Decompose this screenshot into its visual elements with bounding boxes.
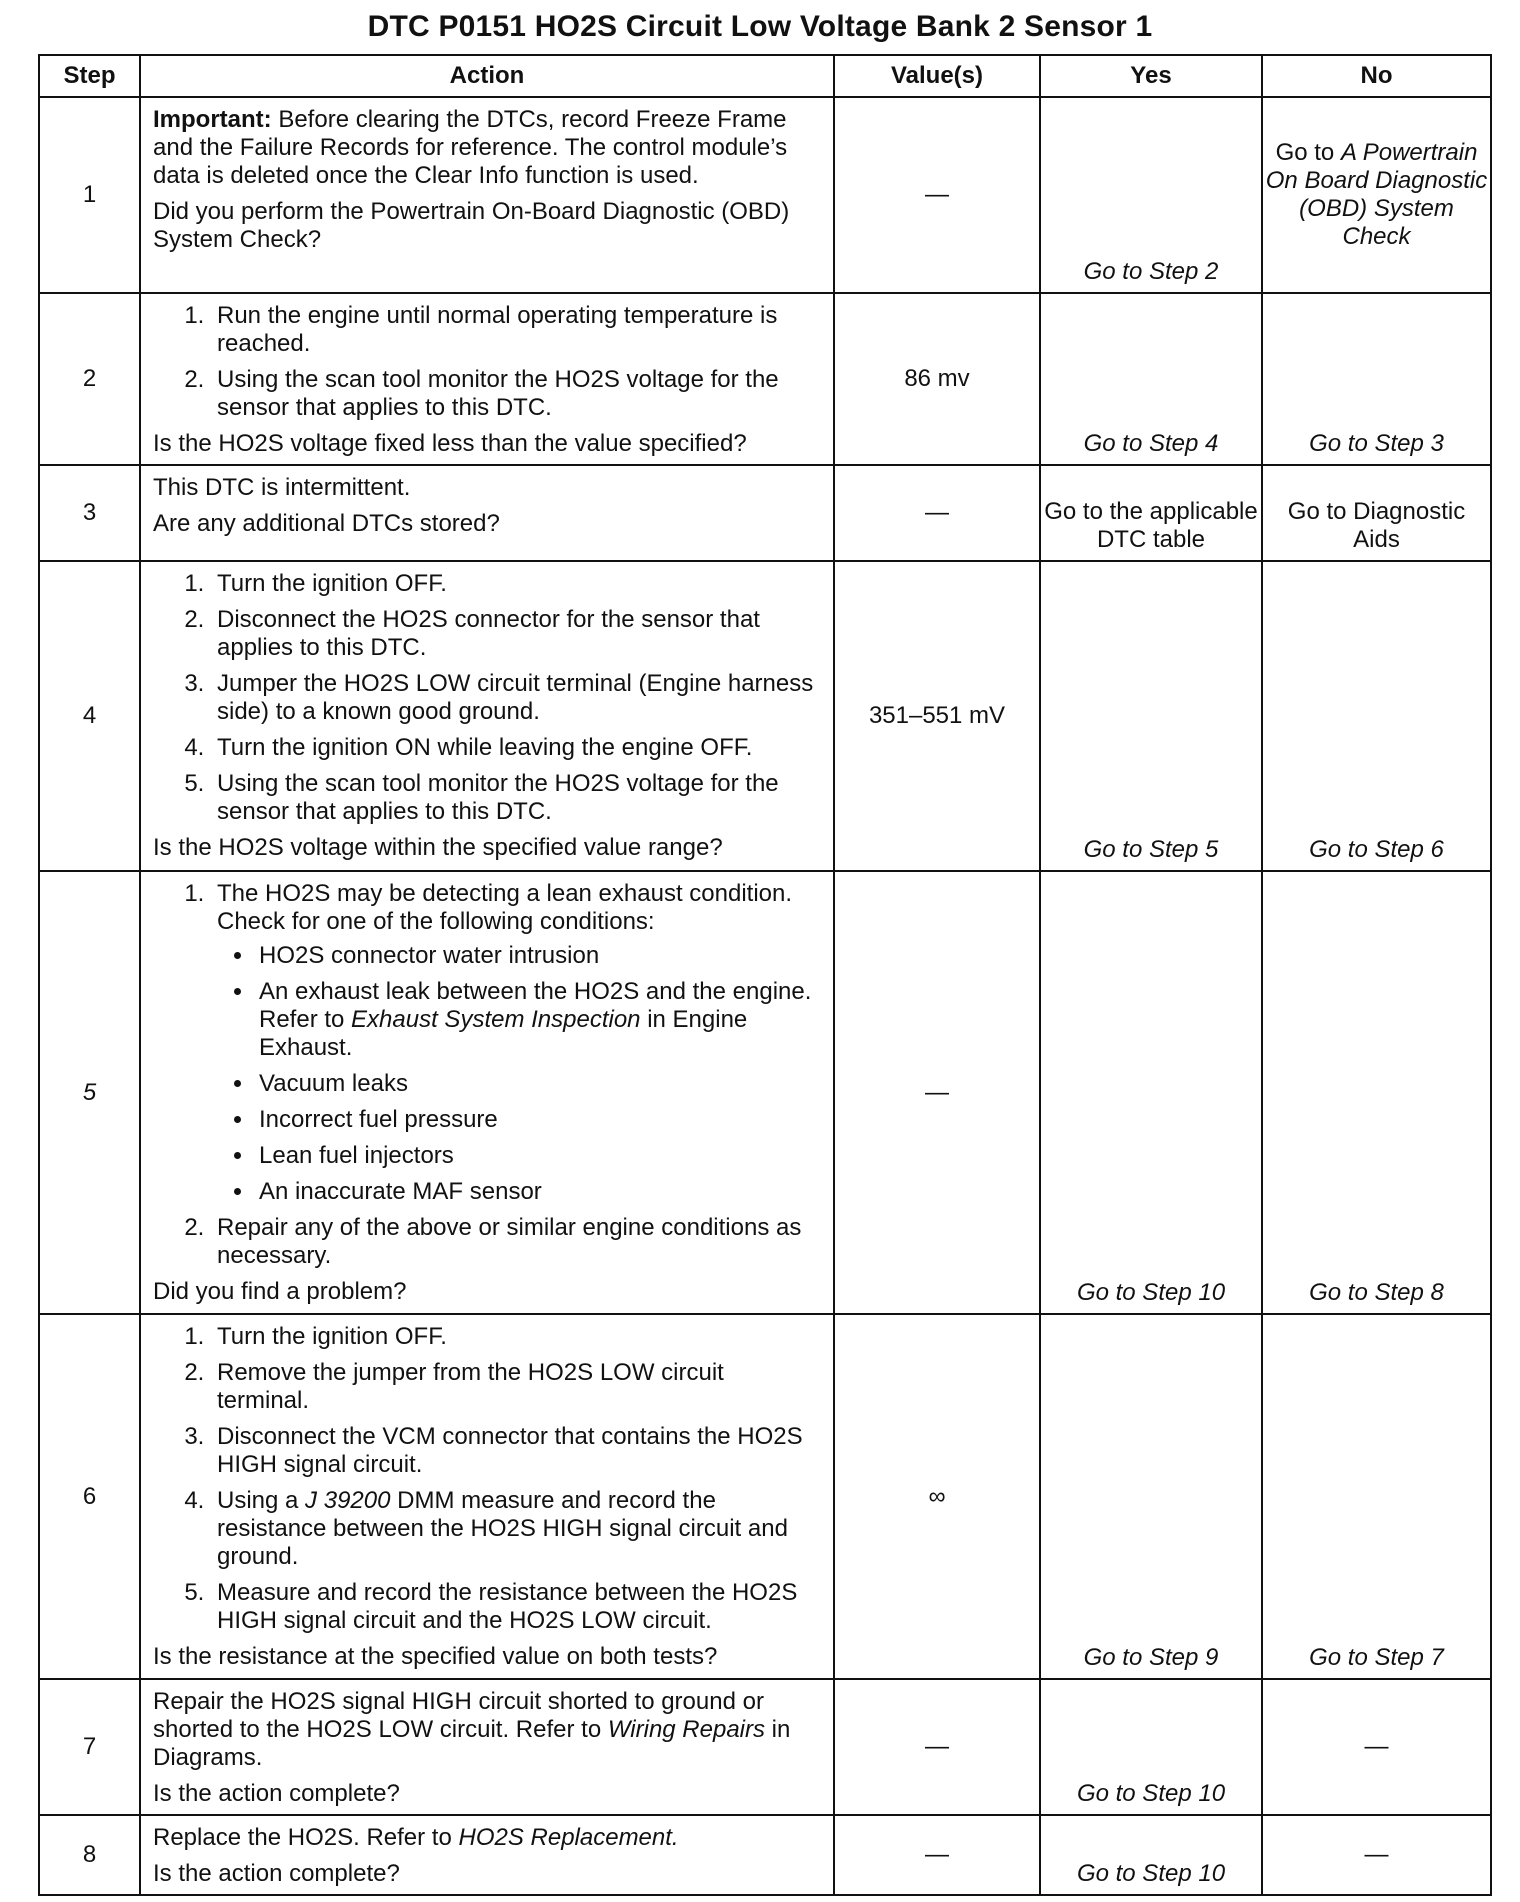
table-row-step-8: [39, 1815, 1491, 1895]
table-row-step-3: [39, 465, 1491, 561]
no-cell: —: [1262, 1679, 1491, 1815]
table-row-step-7: [39, 1679, 1491, 1815]
page-title: DTC P0151 HO2S Circuit Low Voltage Bank 2 Sensor 1: [367, 10, 1153, 43]
no-cell: Go to Step 7: [1262, 1314, 1491, 1679]
step-number: 6: [39, 1314, 140, 1679]
step-number: 2: [39, 293, 140, 465]
action-steps: [153, 302, 819, 422]
action-step: 2. Repair any of the above or similar engine conditions as necessary.: [211, 1214, 819, 1270]
action-text: [153, 1688, 819, 1772]
value-cell: —: [834, 871, 1040, 1314]
tool-reference: J 39200: [305, 1487, 391, 1514]
important-label: Important:: [153, 106, 272, 133]
header-values: Value(s): [834, 55, 1040, 97]
action-cell: [140, 1314, 834, 1679]
action-step: 2. Remove the jumper from the HO2S LOW circuit terminal.: [211, 1359, 819, 1415]
action-text-part: Replace the HO2S. Refer to: [153, 1824, 459, 1851]
condition-item: • HO2S connector water intrusion: [255, 942, 819, 970]
action-text-part: in Diagrams.: [153, 1716, 791, 1771]
no-cell: Go to Diagnostic Aids: [1262, 465, 1491, 561]
action-question: Is the action complete?: [153, 1860, 400, 1887]
value-cell: —: [834, 465, 1040, 561]
action-text: This DTC is intermittent.: [153, 474, 411, 501]
action-cell: [140, 1679, 834, 1815]
action-question: Is the resistance at the specified value on both tests?: [153, 1643, 718, 1670]
no-reference: A Powertrain On Board Diagnostic (OBD) System Check: [1265, 139, 1488, 250]
action-step: 3. Disconnect the VCM connector that contains the HO2S HIGH signal circuit.: [211, 1423, 819, 1479]
no-cell: Go to Step 6: [1262, 561, 1491, 871]
action-question: Is the action complete?: [153, 1780, 400, 1807]
header-row: [39, 55, 1491, 97]
no-cell: [1262, 97, 1491, 293]
step-number: 7: [39, 1679, 140, 1815]
reference-link-text: Wiring Repairs: [607, 1716, 766, 1743]
value-cell: 86 mv: [834, 293, 1040, 465]
yes-cell: Go to Step 10: [1040, 1679, 1262, 1815]
step-number: 5: [39, 871, 140, 1314]
header-yes: Yes: [1040, 55, 1262, 97]
no-prefix: Go to: [1275, 139, 1341, 166]
action-question: Is the HO2S voltage within the specified value range?: [153, 834, 723, 861]
action-step: [211, 1487, 819, 1571]
action-step: 5. Using the scan tool monitor the HO2S voltage for the sensor that applies to this DTC.: [211, 770, 819, 826]
action-step-text: Using a: [217, 1487, 306, 1514]
yes-cell: Go to Step 2: [1040, 97, 1262, 293]
table-row-step-2: [39, 293, 1491, 465]
action-steps: [153, 1323, 819, 1635]
action-cell: [140, 871, 834, 1314]
action-step-text: DMM measure and record the resistance between the HO2S HIGH signal circuit and ground.: [217, 1487, 788, 1570]
action-text: [153, 106, 819, 190]
value-cell: 351–551 mV: [834, 561, 1040, 871]
action-question: Are any additional DTCs stored?: [153, 510, 500, 537]
value-cell: —: [834, 97, 1040, 293]
action-question: Did you find a problem?: [153, 1278, 407, 1305]
condition-item: • Lean fuel injectors: [255, 1142, 819, 1170]
action-step: 3. Jumper the HO2S LOW circuit terminal (Engine harness side) to a known good ground.: [211, 670, 819, 726]
action-cell: [140, 1815, 834, 1895]
step-number: 3: [39, 465, 140, 561]
action-steps: [153, 880, 819, 1270]
action-cell: [140, 97, 834, 293]
action-step: 4. Turn the ignition ON while leaving the engine OFF.: [211, 734, 819, 762]
value-cell: —: [834, 1815, 1040, 1895]
step-number: 1: [39, 97, 140, 293]
yes-cell: Go to Step 10: [1040, 871, 1262, 1314]
yes-cell: Go to Step 9: [1040, 1314, 1262, 1679]
condition-text: in Engine Exhaust.: [259, 1006, 748, 1061]
action-step: 2. Disconnect the HO2S connector for the sensor that applies to this DTC.: [211, 606, 819, 662]
yes-cell: Go to Step 5: [1040, 561, 1262, 871]
action-question: Did you perform the Powertrain On-Board Diagnostic (OBD) System Check?: [153, 198, 790, 253]
condition-item: • Incorrect fuel pressure: [255, 1106, 819, 1134]
action-text: [153, 1824, 819, 1852]
diagnostic-table: [38, 54, 1492, 1896]
value-cell: —: [834, 1679, 1040, 1815]
table-row-step-1: [39, 97, 1491, 293]
no-cell: Go to Step 8: [1262, 871, 1491, 1314]
action-steps: [153, 570, 819, 826]
action-cell: [140, 465, 834, 561]
header-no: No: [1262, 55, 1491, 97]
condition-item: • An inaccurate MAF sensor: [255, 1178, 819, 1206]
condition-text: An exhaust leak between the HO2S and the engine. Refer to: [259, 978, 812, 1033]
action-step-text: The HO2S may be detecting a lean exhaust condition. Check for one of the following conditions:: [217, 880, 793, 935]
step-number: 8: [39, 1815, 140, 1895]
condition-list: [217, 942, 819, 1206]
reference-link-text: HO2S Replacement.: [458, 1824, 679, 1851]
table-row-step-4: [39, 561, 1491, 871]
header-step: Step: [39, 55, 140, 97]
yes-cell: Go to Step 4: [1040, 293, 1262, 465]
action-step: 1. Turn the ignition OFF.: [211, 570, 819, 598]
action-step: 1. Turn the ignition OFF.: [211, 1323, 819, 1351]
action-step: [211, 880, 819, 1206]
action-cell: [140, 293, 834, 465]
condition-item: • Vacuum leaks: [255, 1070, 819, 1098]
header-action: Action: [140, 55, 834, 97]
value-cell: ∞: [834, 1314, 1040, 1679]
action-step: 2. Using the scan tool monitor the HO2S voltage for the sensor that applies to this DTC.: [211, 366, 819, 422]
action-step: 1. Run the engine until normal operating temperature is reached.: [211, 302, 819, 358]
action-question: Is the HO2S voltage fixed less than the value specified?: [153, 430, 747, 457]
no-cell: Go to Step 3: [1262, 293, 1491, 465]
reference-link-text: Exhaust System Inspection: [351, 1006, 641, 1033]
action-step: 5. Measure and record the resistance between the HO2S HIGH signal circuit and the HO2S LOW circuit.: [211, 1579, 819, 1635]
no-cell: —: [1262, 1815, 1491, 1895]
yes-cell: Go to Step 10: [1040, 1815, 1262, 1895]
table-row-step-5: [39, 871, 1491, 1314]
action-cell: [140, 561, 834, 871]
table-row-step-6: [39, 1314, 1491, 1679]
action-text-part: Repair the HO2S signal HIGH circuit shorted to ground or shorted to the HO2S LOW circuit. Refer to: [153, 1688, 764, 1743]
step-number: 4: [39, 561, 140, 871]
important-text: Before clearing the DTCs, record Freeze Frame and the Failure Records for reference. The control module’s data is deleted once the Clear Info function is used.: [153, 106, 788, 189]
yes-cell: Go to the applicable DTC table: [1040, 465, 1262, 561]
condition-item: [255, 978, 819, 1062]
